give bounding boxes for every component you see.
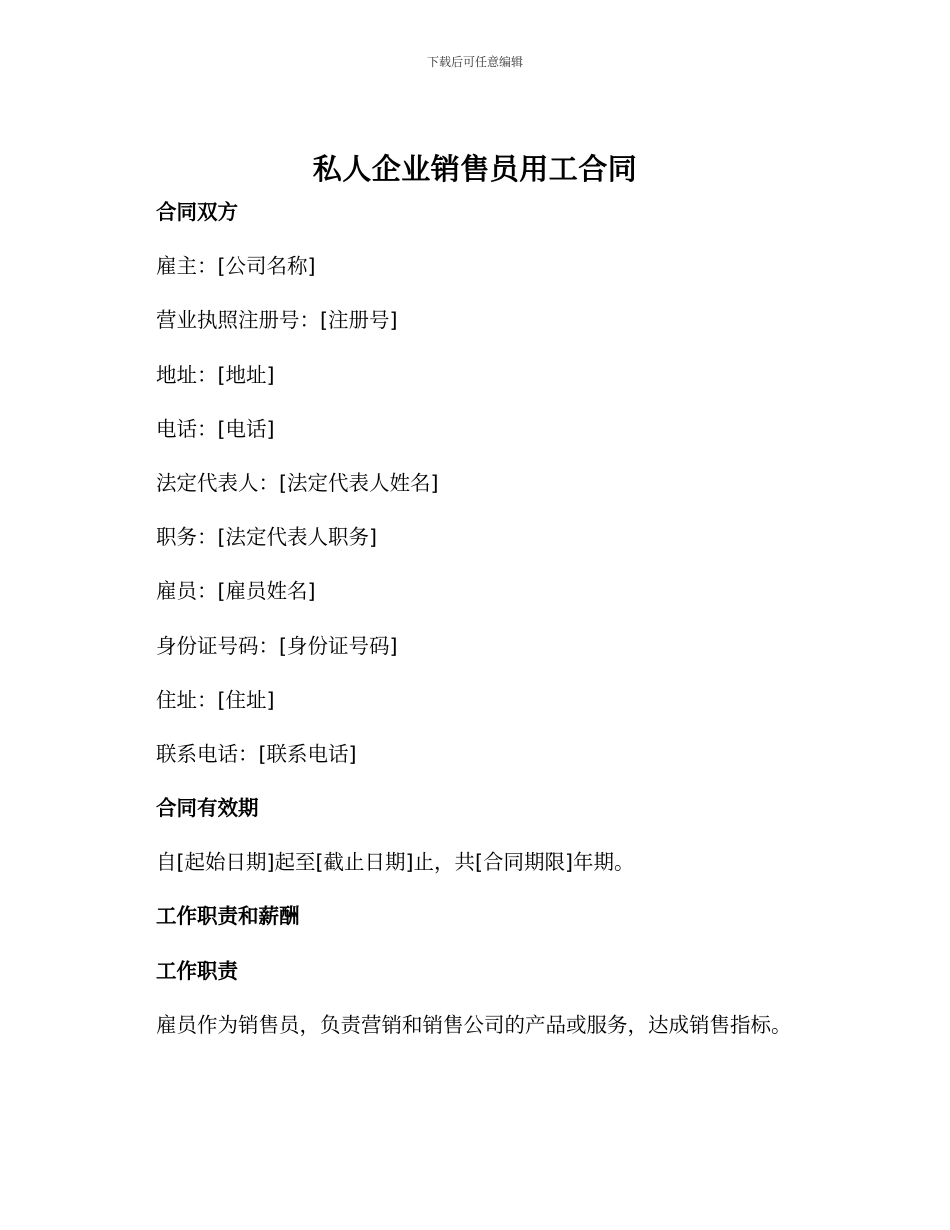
representative-position-line: 职务：[法定代表人职务] <box>156 525 377 550</box>
page-header-note: 下载后可任意编辑 <box>426 55 523 69</box>
id-number-line: 身份证号码：[身份证号码] <box>156 633 398 658</box>
validity-period-line: 自[起始日期]起至[截止日期]止，共[合同期限]年期。 <box>156 850 635 875</box>
document-body <box>156 197 856 1064</box>
section-heading-parties: 合同双方 <box>156 200 238 224</box>
employer-phone-line: 电话：[电话] <box>156 416 275 441</box>
employer-address-line: 地址：[地址] <box>156 362 275 387</box>
duties-description-line: 雇员作为销售员，负责营销和销售公司的产品或服务，达成销售指标。 <box>156 1012 792 1037</box>
business-license-line: 营业执照注册号：[注册号] <box>156 308 398 333</box>
employee-name-line: 雇员：[雇员姓名] <box>156 579 316 604</box>
employer-line: 雇主：[公司名称] <box>156 254 316 279</box>
employee-address-line: 住址：[住址] <box>156 687 275 712</box>
legal-representative-line: 法定代表人：[法定代表人姓名] <box>156 470 439 495</box>
employee-phone-line: 联系电话：[联系电话] <box>156 741 357 766</box>
document-title: 私人企业销售员用工合同 <box>312 152 638 186</box>
section-heading-validity: 合同有效期 <box>156 796 259 821</box>
section-heading-duties-salary: 工作职责和薪酬 <box>156 904 300 929</box>
subsection-heading-duties: 工作职责 <box>156 958 238 983</box>
